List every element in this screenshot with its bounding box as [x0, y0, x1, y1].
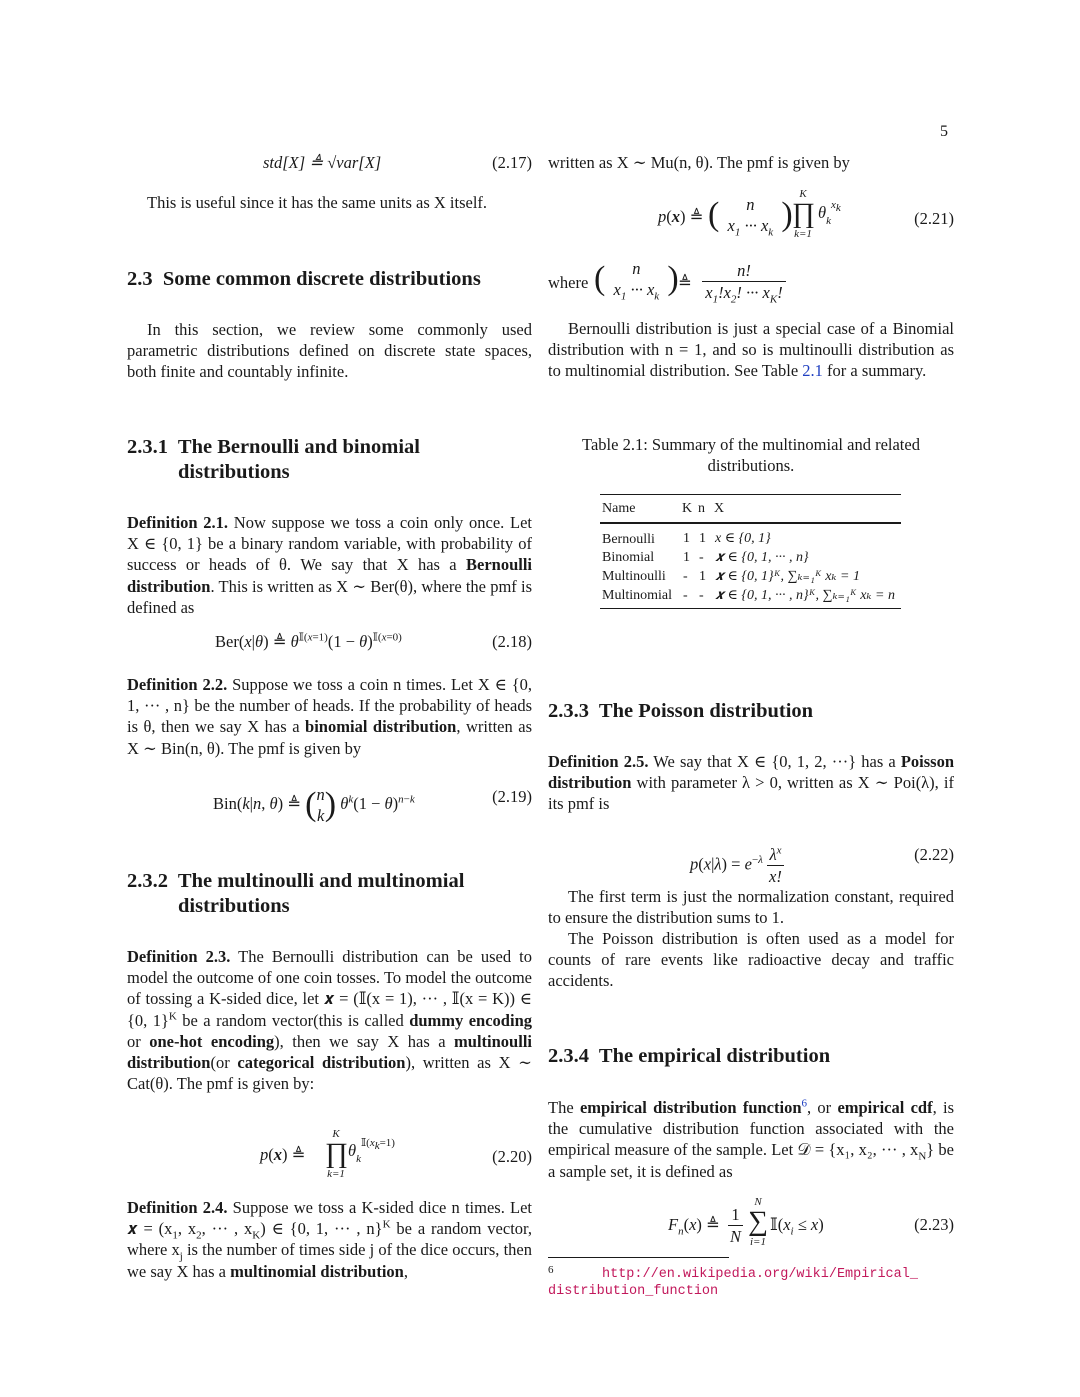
subscript: j — [179, 1250, 183, 1263]
paragraph-poisson-usage: The Poisson distribution is often used as a model for counts of rare events like radioactive decay and traffic accidents. — [548, 929, 954, 991]
equation-2-20-lhs: p(x) ≜ — [260, 1145, 306, 1164]
term-categorical-distribution: categorical distribution — [237, 1053, 406, 1073]
paragraph-units: This is useful since it has the same units as X itself. — [147, 193, 488, 212]
paragraph-text: } be a sample set, it is defined as — [548, 1140, 954, 1181]
paragraph-special-case — [548, 318, 954, 382]
paragraph-text: The — [548, 1098, 580, 1117]
cell-k: - — [683, 569, 688, 584]
section-heading-2-3 — [127, 267, 481, 292]
definition-text: Suppose we toss a K-sided dice n times. Let 𝒙 = (x — [127, 1198, 532, 1239]
term-multinoulli-distribution: multinoulli distribution — [127, 1031, 532, 1073]
equation-number: (2.19) — [492, 787, 532, 806]
definition-text: The Bernoulli distribution can be used to model the outcome of one coin tosses. To model the outcome of tossing a K-sided dice, let 𝒙 = (𝕀(x = 1), ··· , 𝕀(x = K)) ∈ {0, 1} — [127, 947, 533, 1030]
superscript: K — [168, 1010, 177, 1023]
equation-2-20-rhs: $\theta_k^{𝕀(x_k=1)}$ — [348, 1137, 395, 1165]
cell-x: 𝒙 ∈ {0, 1}ᴷ, ∑ₖ₌₁ᴷ xₖ = 1 — [715, 569, 860, 584]
definition-text: , — [403, 1261, 408, 1281]
term-poisson-distribution: Poisson distribution — [548, 752, 955, 793]
header-n: n — [698, 501, 705, 516]
section-number: 2.3 — [127, 268, 153, 290]
section-number: 2.3.4 — [548, 1045, 589, 1067]
definition-text: be a random vector(this is called — [176, 1010, 410, 1030]
header-x: X — [714, 501, 725, 516]
term-bernoulli-distribution: Bernoulli distribution — [127, 555, 532, 596]
equation-number: (2.18) — [492, 632, 532, 651]
section-title-cont: distributions — [178, 461, 290, 483]
section-number: 2.3.2 — [127, 870, 168, 892]
definition-label: Definition 2.1. — [127, 513, 229, 532]
definition-2-5 — [548, 751, 954, 815]
footnote-marker-link[interactable]: 6 — [801, 1097, 808, 1110]
cell-x: 𝒙 ∈ {0, 1, ··· , n}ᴷ, ∑ₖ₌₁ᴷ xₖ = n — [715, 588, 895, 603]
definition-label: Definition 2.3. — [127, 947, 231, 966]
cell-x: 𝒙 ∈ {0, 1, ··· , n} — [715, 550, 809, 565]
paragraph-text: Bernoulli distribution is just a special case of a Binomial distribution with n = 1, and so is multinoulli distribution as to multinomial distribution. See Table — [548, 319, 954, 381]
equation-2-23-lhs: $F_n(x)$ ≜ — [668, 1215, 720, 1238]
multinomial-fraction: $\frac{n!}{x_1!x_2! \cdot\cdot\cdot x_K!}$ — [702, 260, 786, 303]
subscript: K — [252, 1229, 261, 1242]
equation-2-23 — [548, 1196, 954, 1252]
term-empirical-cdf: empirical cdf — [837, 1098, 933, 1117]
definition-text: or — [127, 1031, 150, 1051]
paragraph-text: for a summary. — [827, 361, 927, 381]
summary-table — [600, 494, 901, 609]
definition-2-2 — [127, 674, 532, 759]
cell-k: - — [683, 588, 688, 603]
definition-label: Definition 2.5. — [548, 752, 649, 771]
cell-n: 1 — [699, 531, 706, 546]
definition-text: ) ∈ {0, 1, ··· , n} — [260, 1219, 383, 1239]
definition-text: ), then we say X has a — [274, 1031, 455, 1051]
table-row — [600, 523, 901, 548]
equation-2-21-rhs: $\theta_k^{x_k}$ — [818, 199, 841, 227]
definition-text: ), written as X ∼ Cat(θ). The pmf is given by: — [127, 1053, 532, 1094]
footnote-rule — [548, 1257, 729, 1258]
table-reference-link[interactable]: 2.1 — [802, 361, 823, 381]
fraction-one-over-n: $\frac{1}{N}$ — [730, 1205, 742, 1247]
equation-2-20 — [127, 1128, 532, 1184]
subscript: 2 — [196, 1229, 202, 1242]
definition-label: Definition 2.2. — [127, 675, 228, 694]
definition-text-end: . This is written as X ∼ Ber(θ), where the pmf is defined as — [127, 576, 532, 617]
section-title: The multinoulli and multinomial — [177, 870, 465, 892]
binomial-coefficient: ( n $x_1$ ··· $x_k$ ) — [708, 195, 793, 239]
equation-number: (2.20) — [492, 1147, 532, 1166]
definition-2-4 — [127, 1197, 532, 1282]
paragraph-text: , is the cumulative distribution function associated with the empirical measure of the sample. Let 𝒟 = {x₁, x₂, ··· , x — [548, 1098, 955, 1160]
cell-k: 1 — [683, 550, 690, 565]
table-row — [600, 567, 901, 586]
equation-2-21 — [548, 188, 954, 244]
definition-text: , x — [177, 1219, 197, 1239]
defined-as: ≜ — [678, 273, 692, 292]
table-row — [600, 548, 901, 567]
section-heading-2-3-1 — [127, 435, 532, 485]
paragraph-empirical — [548, 1097, 954, 1182]
sum-operator: N ∑ i=1 — [748, 1196, 768, 1248]
equation-2-22 — [548, 828, 954, 887]
equation-2-21-lhs: p(x) ≜ — [658, 207, 704, 226]
section-number: 2.3.3 — [548, 700, 589, 722]
subscript: N — [918, 1150, 927, 1163]
cell-x: x ∈ {0, 1} — [715, 531, 771, 546]
cell-k: 1 — [683, 531, 690, 546]
equation-2-23-rhs: $𝕀(x_i \le x)$ — [770, 1215, 824, 1238]
cell-name: Bernoulli — [602, 531, 655, 547]
equation-number: (2.17) — [492, 153, 532, 172]
equation-number: (2.23) — [914, 1215, 954, 1234]
superscript: K — [382, 1218, 391, 1231]
cell-n: 1 — [699, 569, 706, 584]
definition-text: (or — [210, 1053, 238, 1073]
footnote-url-line2[interactable]: distribution_function — [548, 1284, 719, 1299]
term-binomial-distribution: binomial distribution — [305, 717, 457, 737]
header-k: K — [682, 501, 693, 516]
definition-2-3 — [127, 946, 532, 1094]
term-dummy-encoding: dummy encoding — [409, 1010, 532, 1030]
term-one-hot-encoding: one-hot encoding — [149, 1031, 275, 1051]
footnote-url-line1[interactable]: http://en.wikipedia.org/wiki/Empirical_ — [602, 1267, 918, 1282]
section-title: The Poisson distribution — [598, 700, 814, 722]
section-heading-2-3-3 — [548, 699, 813, 724]
term-multinomial-distribution: multinomial distribution — [230, 1261, 404, 1281]
section-title-cont: distributions — [178, 895, 290, 917]
equation-number: (2.22) — [914, 845, 954, 864]
equation-2-18-body: Ber(x|θ) ≜ $\theta^{𝕀(x=1)}(1 - \theta)^{𝕀(x=0)}$ — [215, 631, 402, 651]
definition-text: be a random vector, where x — [127, 1219, 532, 1260]
equation-2-17-body: std[X] ≜ √var[X] — [263, 153, 382, 172]
equation-2-22-body: $p(x|\lambda) = e^{-\lambda}$ $\frac{\lambda^x}{x!}$ — [690, 844, 782, 887]
section-title: The Bernoulli and binomial — [177, 436, 420, 458]
cell-n: - — [699, 588, 704, 603]
cell-name: Multinoulli — [602, 569, 666, 584]
product-operator: K ∏ k=1 — [792, 188, 816, 240]
section-title: The empirical distribution — [598, 1045, 831, 1067]
table-caption — [548, 434, 954, 476]
equation-number: (2.21) — [914, 209, 954, 228]
section-heading-2-3-4 — [548, 1044, 830, 1069]
definition-text-end: , written as X ∼ Bin(n, θ). The pmf is given by — [127, 717, 532, 758]
paragraph-intro: In this section, we review some commonly used parametric distributions defined on discrete state spaces, both finite and countably infinite. — [127, 320, 532, 382]
header-name: Name — [602, 501, 636, 516]
product-operator: K ∏ k=1 — [325, 1128, 349, 1180]
equation-2-19-body: Bin(k|n, θ) ≜ ( n k ) $\theta^k(1 - \theta)^{n-k}$ — [213, 785, 415, 826]
definition-2-1 — [127, 512, 532, 618]
binomial-coefficient: ( n $x_1$ ··· $x_k$ ) — [594, 259, 679, 303]
equation-2-19 — [127, 774, 532, 824]
definition-text: We say that X ∈ {0, 1, 2, ···} has a — [653, 752, 901, 771]
definition-text: , ··· , x — [201, 1219, 253, 1239]
paragraph-text: , or — [807, 1098, 838, 1117]
where-definition — [548, 256, 954, 308]
section-number: 2.3.1 — [127, 436, 168, 458]
section-title: Some common discrete distributions — [162, 268, 481, 290]
definition-text: Now suppose we toss a coin only once. Let X ∈ {0, 1} be a binary random variable, with probability of success or heads of θ. We say that X has a — [127, 513, 532, 575]
paragraph-written: written as X ∼ Mu(n, θ). The pmf is given by — [548, 153, 850, 172]
paragraph-normalization: The first term is just the normalization constant, required to ensure the distribution sums to 1. — [548, 887, 954, 928]
definition-label: Definition 2.4. — [127, 1198, 228, 1217]
table — [600, 495, 901, 609]
footnote-mark: 6 — [548, 1264, 554, 1276]
cell-name: Multinomial — [602, 587, 672, 603]
table-row — [600, 586, 901, 609]
definition-text: is the number of times side j of the dice occurs, then we say X has a — [127, 1240, 533, 1281]
section-heading-2-3-2 — [127, 869, 532, 919]
cell-n: - — [699, 550, 704, 565]
caption-line: Table 2.1: Summary of the multinomial and related — [582, 435, 920, 454]
term-empirical-distribution-function: empirical distribution function — [579, 1098, 802, 1117]
where-label: where — [548, 273, 589, 292]
page-number: 5 — [940, 123, 948, 140]
caption-line: distributions. — [707, 456, 795, 476]
subscript: 1 — [172, 1229, 178, 1242]
table-header-row — [600, 495, 901, 523]
cell-name: Binomial — [602, 550, 655, 565]
definition-text: Suppose we toss a coin n times. Let X ∈ {0, 1, ··· , n} be the number of heads. If the probability of heads is θ, then we say X has a — [127, 675, 532, 737]
definition-text: with parameter λ > 0, written as X ∼ Poi(λ), if its pmf is — [548, 773, 954, 814]
